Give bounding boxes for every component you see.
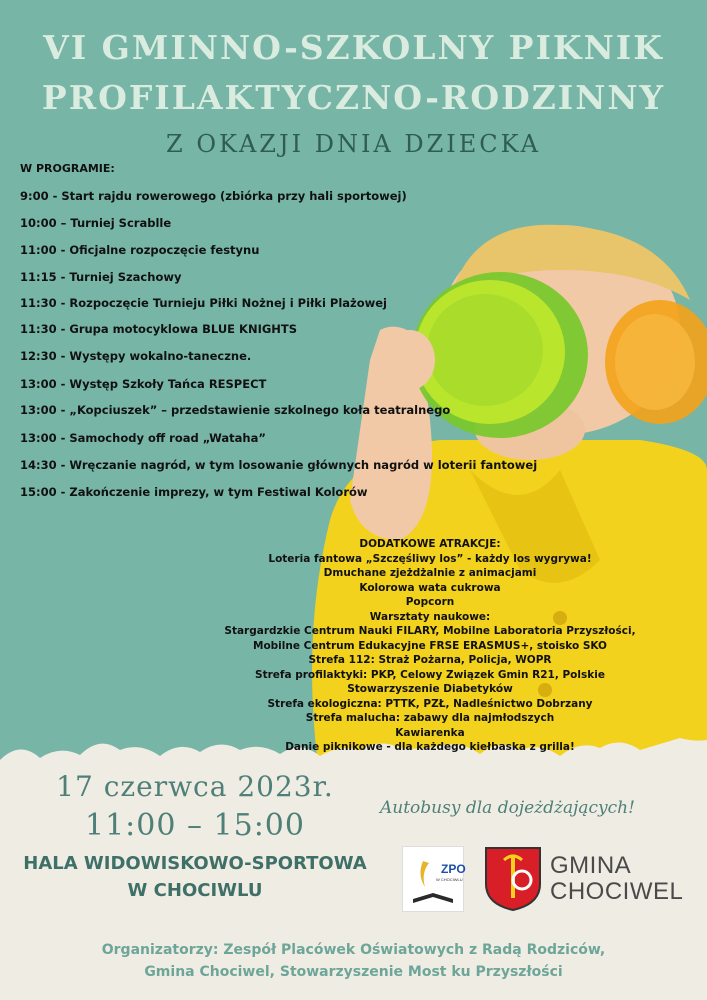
extras-item: Stargardzkie Centrum Nauki FILARY, Mobilne Laboratoria Przyszłości, (224, 625, 636, 637)
program-item: 12:30 - Występy wokalno-taneczne. (20, 349, 252, 363)
program-item: 9:00 - Start rajdu rowerowego (zbiórka przy hali sportowej) (20, 189, 407, 203)
zpo-logo-text: ZPO (441, 862, 466, 876)
extras-item: Strefa profilaktyki: PKP, Celowy Związek Gmin R21, Polskie (255, 668, 605, 681)
program-item: 11:30 - Rozpoczęcie Turnieju Piłki Nożnej i Piłki Plażowej (20, 296, 387, 310)
extras-item: Mobilne Centrum Edukacyjne FRSE ERASMUS+, stoisko SKO (253, 639, 607, 652)
zpo-logo-subtext: W CHOCIWLU (436, 877, 463, 882)
program-item: 13:00 - Występ Szkoły Tańca RESPECT (20, 377, 267, 391)
extras-item: Strefa ekologiczna: PTTK, PZŁ, Nadleśnictwo Dobrzany (267, 697, 593, 710)
extras-item: Stowarzyszenie Diabetyków (347, 683, 513, 695)
event-time: 11:00 – 15:00 (85, 808, 305, 843)
gmina-name-line-1: GMINA (550, 852, 632, 879)
organizers-line-2: Gmina Chociwel, Stowarzyszenie Most ku Przyszłości (144, 964, 563, 980)
title-line-2: PROFILAKTYCZNO-RODZINNY (41, 78, 666, 117)
gmina-crest-icon (484, 846, 542, 912)
event-date: 17 czerwca 2023r. (56, 770, 334, 803)
program-item: 10:00 – Turniej Scrablle (20, 216, 172, 230)
extras-item: Kolorowa wata cukrowa (359, 581, 501, 594)
program-item: 13:00 - Samochody off road „Wataha” (20, 431, 266, 445)
organizers-line-1: Organizatorzy: Zespół Placówek Oświatowych z Radą Rodziców, (101, 942, 606, 958)
extras-heading: DODATKOWE ATRAKCJE: (359, 538, 501, 550)
venue-line-1: HALA WIDOWISKOWO-SPORTOWA (23, 853, 367, 874)
extras-item: Warsztaty naukowe: (369, 610, 491, 623)
program-heading: W PROGRAMIE: (20, 162, 115, 175)
zpo-logo (402, 846, 464, 912)
extras-list (180, 537, 680, 755)
gmina-name-line-2: CHOCIWEL (550, 878, 684, 905)
venue-line-2: W CHOCIWLU (127, 880, 263, 901)
title-line-1: VI GMINNO-SZKOLNY PIKNIK (43, 28, 664, 67)
extras-item: Danie piknikowe - dla każdego kiełbaska z grilla! (285, 741, 575, 753)
extras-item: Strefa 112: Straż Pożarna, Policja, WOPR (308, 654, 552, 666)
zpo-logo-graphic (403, 847, 466, 911)
program-item: 15:00 - Zakończenie imprezy, w tym Festiwal Kolorów (20, 485, 368, 499)
extras-item: Strefa malucha: zabawy dla najmłodszych (305, 712, 555, 724)
bus-note: Autobusy dla dojeżdżających! (380, 798, 635, 818)
extras-item: Popcorn (405, 596, 455, 608)
extras-item: Dmuchane zjeżdżalnie z animacjami (323, 567, 537, 579)
extras-item: Kawiarenka (395, 726, 465, 739)
program-item: 13:00 - „Kopciuszek” – przedstawienie szkolnego koła teatralnego (20, 403, 451, 417)
program-item: 11:30 - Grupa motocyklowa BLUE KNIGHTS (20, 322, 298, 336)
program-item: 11:00 - Oficjalne rozpoczęcie festynu (20, 243, 260, 257)
subtitle: Z OKAZJI DNIA DZIECKA (166, 130, 541, 158)
extras-item: Loteria fantowa „Szczęśliwy los” - każdy los wygrywa! (268, 552, 592, 565)
program-item: 14:30 - Wręczanie nagród, w tym losowanie głównych nagród w loterii fantowej (20, 458, 538, 472)
program-item: 11:15 - Turniej Szachowy (20, 270, 182, 284)
